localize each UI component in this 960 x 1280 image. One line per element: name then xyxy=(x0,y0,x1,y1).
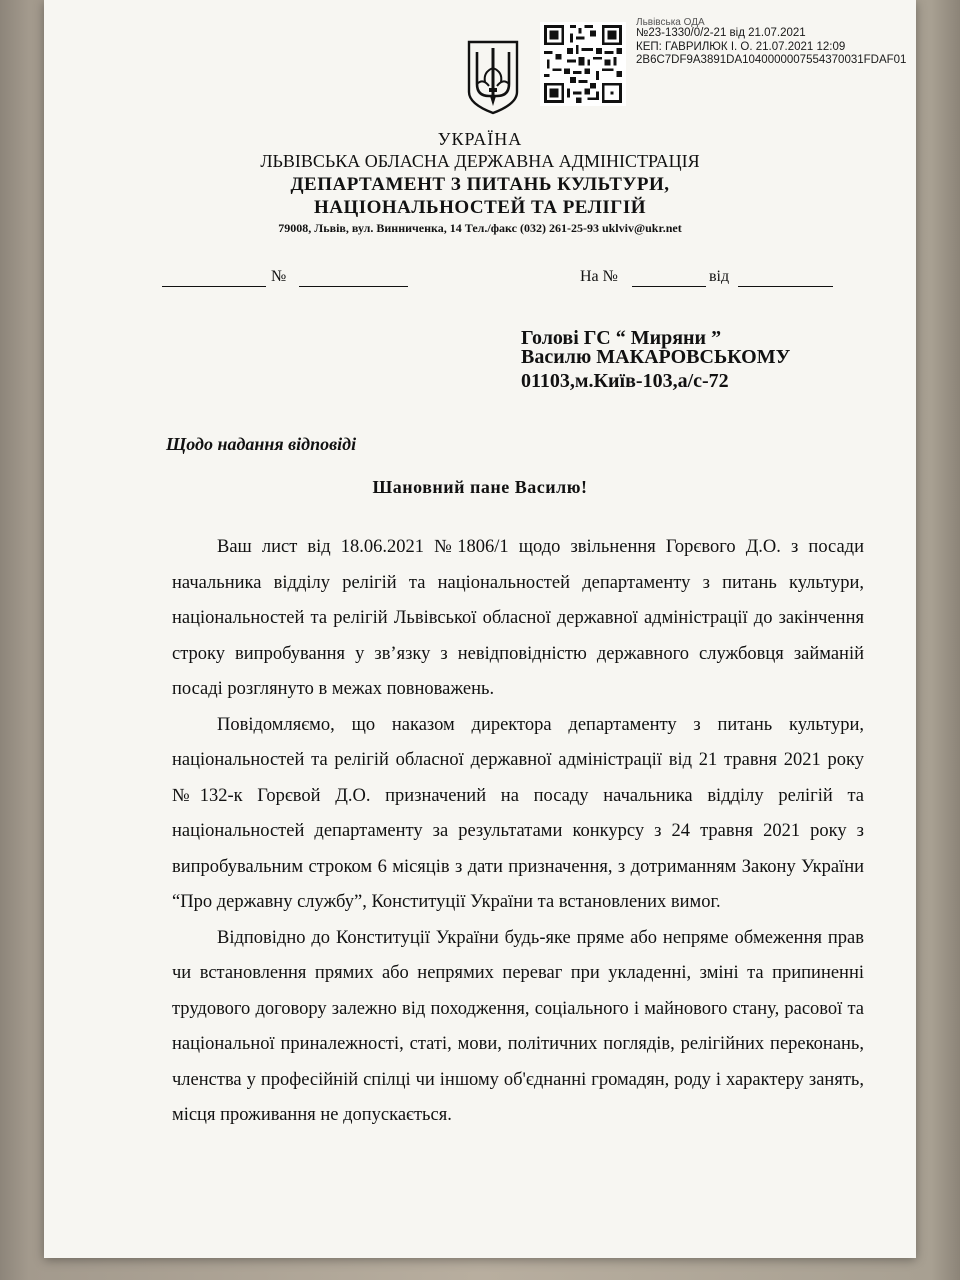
header-administration: ЛЬВІВСЬКА ОБЛАСНА ДЕРЖАВНА АДМІНІСТРАЦІЯ xyxy=(260,151,700,171)
body-paragraph-2: Повідомляємо, що наказом директора департаменту з питань культури, національностей та релігій обласної державної адміністрації від 21 травня 2021 року №132-к Горєвой Д.О. призначений на посаду начальника відділу релігій та національностей департаменту за результатами конкурсу з 24 травня 2021 року з випробувальним строком 6 місяців з дати призначення, з дотриманням Закону України “Про державну службу”, Конституції України та встановлених вимог. xyxy=(172,714,864,912)
recipient-line1: Голові ГС “ Миряни ” xyxy=(521,327,722,349)
header-department-line2: НАЦІОНАЛЬНОСТЕЙ ТА РЕЛІГІЙ xyxy=(313,197,647,218)
letter-sheet xyxy=(44,0,916,1258)
stamp-hash: 2B6C7DF9A3891DA1040000007554370031FDAF01 xyxy=(636,54,907,66)
stamp-number: №23-1330/0/2-21 від 21.07.2021 xyxy=(636,27,806,39)
reply-from-label: від xyxy=(709,268,730,285)
registration-stamp xyxy=(636,18,926,68)
header-contacts: 79008, Львів, вул. Винниченка, 14 Тел./факс (032) 261-25-93 uklviv@ukr.net xyxy=(278,221,682,235)
header-country: УКРАЇНА xyxy=(437,129,523,149)
reply-to-number-blank xyxy=(632,286,706,287)
letter-body xyxy=(172,530,864,1134)
outgoing-date-blank xyxy=(162,286,266,287)
outgoing-number-label: № xyxy=(271,268,287,285)
qr-code xyxy=(540,22,626,106)
outgoing-number-blank xyxy=(299,286,408,287)
stamp-signature: КЕП: ГАВРИЛЮК І. О. 21.07.2021 12:09 xyxy=(636,40,846,53)
recipient-line2: Василю МАКАРОВСЬКОМУ xyxy=(521,346,791,368)
body-paragraph-3: Відповідно до Конституції України будь-яке пряме або непряме обмеження прав чи встановлення прямих або непрямих переваг при укладенні, зміні та припиненні трудового договору залежно від походження, соціального і майнового стану, расової та національної приналежності, статі, мови, політичних поглядів, релігійних переконань, членства у професійній спілці чи іншому об'єднанні громадян, роду і характеру занять, місця проживання не допускається. xyxy=(172,927,864,1125)
reply-to-label: На № xyxy=(580,268,618,285)
header-department-line1: ДЕПАРТАМЕНТ З ПИТАНЬ КУЛЬТУРИ, xyxy=(290,174,670,195)
body-paragraph-1: Ваш лист від 18.06.2021 №1806/1 щодо звільнення Горєвого Д.О. з посади начальника відділу релігій та національностей департаменту з питань культури, національностей та релігій Львівської обласної державної адміністрації до закінчення строку випробування у зв’язку з невідповідністю державного службовця займаній посаді розглянуто в межах повноважень. xyxy=(172,537,864,699)
coat-of-arms-icon xyxy=(465,38,521,116)
letter-greeting: Шановний пане Василю! xyxy=(372,477,588,497)
stamp-org: Львівська ОДА xyxy=(636,17,705,28)
recipient-line3: 01103,м.Київ-103,а/с-72 xyxy=(521,370,729,392)
letter-subject: Щодо надання відповіді xyxy=(166,434,357,454)
reply-date-blank xyxy=(738,286,833,287)
